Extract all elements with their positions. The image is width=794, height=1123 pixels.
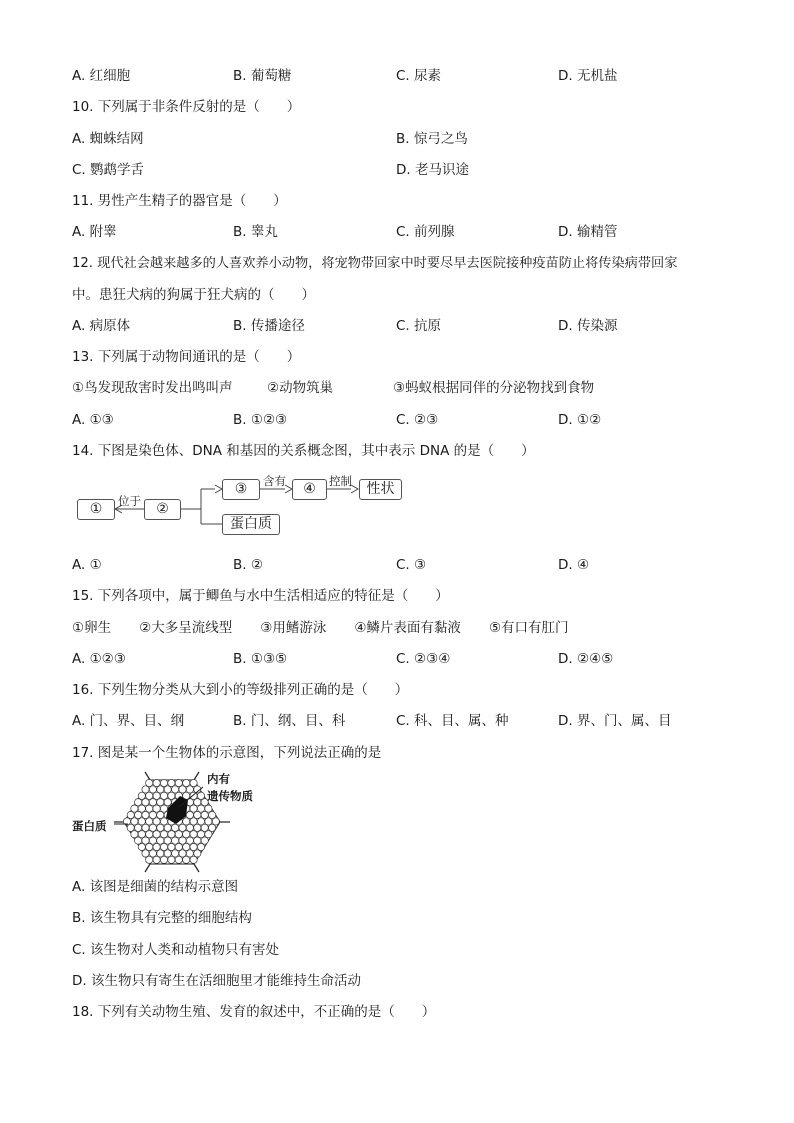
- q15-item-2: ②大多呈流线型: [139, 620, 233, 636]
- q12-stem-line2: 中。患狂犬病的狗属于狂犬病的（ ）: [72, 287, 315, 303]
- capsomere: [172, 837, 179, 844]
- q16-option-b: B. 门、纲、目、科: [233, 713, 346, 729]
- capsomere: [157, 837, 164, 844]
- capsomere: [186, 824, 193, 831]
- capsomere: [175, 779, 182, 786]
- capsomere: [201, 837, 208, 844]
- capsomere: [175, 843, 182, 850]
- capsomere: [179, 786, 186, 793]
- capsomere: [160, 843, 167, 850]
- capsomere: [153, 805, 160, 812]
- capsomere: [168, 792, 175, 799]
- q11-option-b: B. 睾丸: [233, 224, 278, 240]
- q15-option-a: A. ①②③: [72, 651, 126, 667]
- capsomere: [127, 824, 134, 831]
- capsomere: [149, 786, 156, 793]
- capsomere: [197, 831, 204, 838]
- q9-option-c: C. 尿素: [396, 68, 442, 84]
- q14-box-2: ②: [144, 499, 181, 520]
- q10-option-c: C. 鹦鹉学舌: [72, 162, 145, 178]
- capsomere: [146, 818, 153, 825]
- q13-item-3: ③蚂蚁根据同伴的分泌物找到食物: [393, 380, 595, 396]
- q12-option-d: D. 传染源: [558, 318, 618, 334]
- q12-option-b: B. 传播途径: [233, 318, 305, 334]
- q15-option-c: C. ②③④: [396, 651, 451, 667]
- q18-stem: 18. 下列有关动物生殖、发育的叙述中，不正确的是（ ）: [72, 1004, 436, 1020]
- q16-option-a: A. 门、界、目、纲: [72, 713, 185, 729]
- q13-stem: 13. 下列属于动物间通讯的是（ ）: [72, 349, 301, 365]
- q14-box-trait: 性状: [359, 479, 402, 500]
- capsomere: [142, 837, 149, 844]
- capsomere: [205, 818, 212, 825]
- q13-item-1: ①鸟发现敌害时发出鸣叫声: [72, 380, 233, 396]
- q15-item-5: ⑤有口有肛门: [488, 620, 569, 636]
- capsomere: [142, 786, 149, 793]
- capsomere: [175, 856, 182, 863]
- capsomere: [194, 850, 201, 857]
- q17-stem: 17. 图是某一个生物体的示意图，下列说法正确的是: [72, 745, 382, 761]
- capsomere: [186, 837, 193, 844]
- q14-box-protein: 蛋白质: [222, 514, 280, 535]
- capsomere: [146, 831, 153, 838]
- capsomere: [149, 837, 156, 844]
- q14-label-located: 位于: [118, 494, 141, 508]
- capsomere: [172, 850, 179, 857]
- capsomere: [149, 811, 156, 818]
- q14-box-1: ①: [77, 499, 115, 520]
- capsomere: [183, 818, 190, 825]
- capsomere: [153, 843, 160, 850]
- q9-option-b: B. 葡萄糖: [233, 68, 292, 84]
- capsomere: [142, 824, 149, 831]
- capsomere: [175, 831, 182, 838]
- capsomere: [153, 831, 160, 838]
- capsomere: [131, 831, 138, 838]
- capsomere: [183, 831, 190, 838]
- q12-stem-line1: 12. 现代社会越来越多的人喜欢养小动物，将宠物带回家中时要尽早去医院接种疫苗防止将传染病带回家: [72, 256, 678, 271]
- capsomere: [197, 805, 204, 812]
- capsomere: [212, 818, 219, 825]
- q14-option-d: D. ④: [558, 557, 590, 573]
- capsomere: [197, 843, 204, 850]
- capsomere: [205, 805, 212, 812]
- capsomere: [149, 799, 156, 806]
- capsomere: [142, 799, 149, 806]
- capsomere: [168, 779, 175, 786]
- capsomere: [186, 850, 193, 857]
- q11-stem: 11. 男性产生精子的器官是（ ）: [72, 193, 287, 209]
- capsomere: [186, 811, 193, 818]
- q11-option-d: D. 输精管: [558, 224, 618, 240]
- q14-option-a: A. ①: [72, 557, 102, 573]
- capsomere: [160, 831, 167, 838]
- q14-box-3: ③: [222, 479, 260, 500]
- q10-option-d: D. 老马识途: [396, 162, 469, 178]
- capsomere: [168, 831, 175, 838]
- capsomere: [157, 786, 164, 793]
- capsomere: [209, 811, 216, 818]
- capsomere: [160, 805, 167, 812]
- capsomere: [157, 799, 164, 806]
- capsomere: [146, 856, 153, 863]
- capsomere: [168, 843, 175, 850]
- capsomere: [190, 805, 197, 812]
- q10-option-b: B. 惊弓之鸟: [396, 131, 468, 147]
- capsomere: [164, 837, 171, 844]
- q11-option-a: A. 附睾: [72, 224, 117, 240]
- capsomere: [149, 824, 156, 831]
- capsomere: [164, 799, 171, 806]
- capsomere: [179, 850, 186, 857]
- capsomere: [127, 811, 134, 818]
- q12-option-a: A. 病原体: [72, 318, 131, 334]
- capsomere: [146, 805, 153, 812]
- capsomere: [183, 779, 190, 786]
- q13-option-a: A. ①③: [72, 412, 114, 428]
- capsomere: [153, 818, 160, 825]
- q17-option-a: A. 该图是细菌的结构示意图: [72, 879, 239, 895]
- capsomere: [172, 824, 179, 831]
- capsomere: [138, 818, 145, 825]
- capsomere: [131, 805, 138, 812]
- capsomere: [179, 837, 186, 844]
- capsomere: [172, 786, 179, 793]
- capsomere: [194, 799, 201, 806]
- q15-option-d: D. ②④⑤: [558, 651, 614, 667]
- capsomere: [157, 824, 164, 831]
- capsomere: [157, 850, 164, 857]
- capsomere: [197, 818, 204, 825]
- q14-stem: 14. 下图是染色体、DNA 和基因的关系概念图，其中表示 DNA 的是（ ）: [72, 443, 535, 459]
- capsomere: [153, 779, 160, 786]
- q14-label-contains: 含有: [263, 474, 286, 488]
- q10-stem: 10. 下列属于非条件反射的是（ ）: [72, 99, 301, 115]
- capsomere: [194, 824, 201, 831]
- q16-stem: 16. 下列生物分类从大到小的等级排列正确的是（ ）: [72, 682, 409, 698]
- capsomere: [138, 792, 145, 799]
- q15-stem: 15. 下列各项中，属于鲫鱼与水中生活相适应的特征是（ ）: [72, 588, 449, 604]
- q17-option-d: D. 该生物只有寄生在活细胞里才能维持生命活动: [72, 973, 361, 989]
- q16-option-d: D. 界、门、属、目: [558, 713, 672, 729]
- q17-label-protein: 蛋白质: [72, 819, 107, 833]
- q11-option-c: C. 前列腺: [396, 224, 455, 240]
- capsomere: [179, 824, 186, 831]
- q17-label-inner-1: 内有: [207, 772, 230, 786]
- capsomere: [168, 856, 175, 863]
- capsomere: [146, 779, 153, 786]
- capsomere: [146, 843, 153, 850]
- q13-option-b: B. ①②③: [233, 412, 288, 428]
- capsomere: [201, 824, 208, 831]
- capsomere: [135, 837, 142, 844]
- q9-option-d: D. 无机盐: [558, 68, 618, 84]
- q16-option-c: C. 科、目、属、种: [396, 713, 509, 729]
- capsomere: [164, 850, 171, 857]
- capsomere: [186, 786, 193, 793]
- capsomere: [160, 856, 167, 863]
- capsomere: [153, 792, 160, 799]
- capsomere: [157, 811, 164, 818]
- q15-item-4: ④鳞片表面有黏液: [354, 620, 461, 636]
- capsomere: [190, 779, 197, 786]
- q14-option-c: C. ③: [396, 557, 427, 573]
- capsomere: [135, 799, 142, 806]
- capsomere: [138, 843, 145, 850]
- q15-item-3: ③用鳍游泳: [260, 620, 327, 636]
- capsomere: [194, 811, 201, 818]
- capsomere: [209, 824, 216, 831]
- q13-option-c: C. ②③: [396, 412, 439, 428]
- capsomere: [190, 818, 197, 825]
- capsomere: [183, 843, 190, 850]
- q17-option-b: B. 该生物具有完整的细胞结构: [72, 910, 252, 926]
- capsomere: [142, 811, 149, 818]
- capsomere: [160, 818, 167, 825]
- q14-label-controls: 控制: [329, 474, 352, 488]
- q15-option-b: B. ①③⑤: [233, 651, 288, 667]
- capsomere: [164, 824, 171, 831]
- capsomere: [153, 856, 160, 863]
- capsomere: [201, 811, 208, 818]
- capsomere: [142, 850, 149, 857]
- capsomere: [131, 818, 138, 825]
- capsomere: [149, 850, 156, 857]
- capsomere: [135, 824, 142, 831]
- capsomere: [190, 831, 197, 838]
- capsomere: [205, 831, 212, 838]
- capsomere: [190, 843, 197, 850]
- capsomere: [138, 831, 145, 838]
- q15-item-1: ①卵生: [72, 620, 112, 636]
- capsomere: [194, 837, 201, 844]
- capsomere: [138, 805, 145, 812]
- q13-item-2: ②动物筑巢: [267, 380, 334, 396]
- q17-option-c: C. 该生物对人类和动植物只有害处: [72, 942, 280, 958]
- q9-option-a: A. 红细胞: [72, 68, 131, 84]
- capsomere: [146, 792, 153, 799]
- capsomere: [190, 856, 197, 863]
- capsomere: [183, 856, 190, 863]
- capsomere: [197, 792, 204, 799]
- q14-option-b: B. ②: [233, 557, 263, 573]
- capsomere: [160, 792, 167, 799]
- q10-option-a: A. 蜘蛛结网: [72, 131, 144, 147]
- capsomere: [135, 811, 142, 818]
- capsomere: [164, 786, 171, 793]
- q17-label-inner-2: 遗传物质: [207, 789, 253, 803]
- q12-option-c: C. 抗原: [396, 318, 442, 334]
- capsomere: [160, 779, 167, 786]
- q14-box-4: ④: [292, 479, 327, 500]
- q13-option-d: D. ①②: [558, 412, 602, 428]
